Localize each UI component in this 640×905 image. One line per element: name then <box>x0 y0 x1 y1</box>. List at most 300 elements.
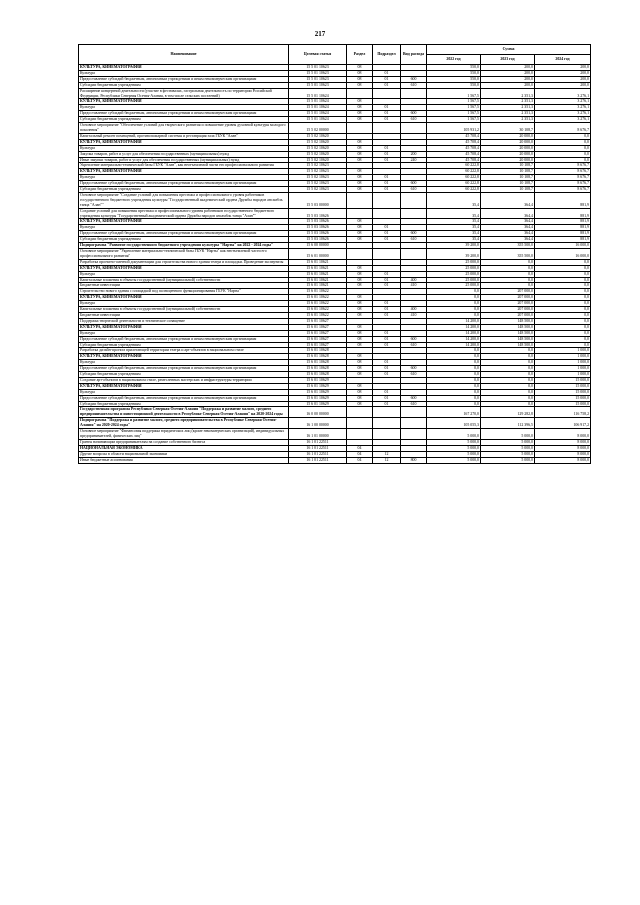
row-sum-2024: 0,0 <box>535 277 591 283</box>
row-target-article: 15 5 01 10623 <box>289 82 347 88</box>
row-sum-2022: 14 200,0 <box>427 336 481 342</box>
row-sum-2023: 148 500,0 <box>481 318 535 324</box>
row-sum-2024: 1 000,0 <box>535 348 591 354</box>
row-target-article: 15 5 02 10623 <box>289 181 347 187</box>
row-expense-type <box>401 418 427 429</box>
row-name: Разработка проектно-сметной документации для строительства нового здания театра и площадки. Проведение экспертизы <box>79 259 289 265</box>
row-sum-2022: 5 000,0 <box>427 429 481 440</box>
row-name: Культура <box>79 175 289 181</box>
row-subsection: 01 <box>373 157 401 163</box>
row-sum-2024: 0,0 <box>535 139 591 145</box>
row-target-article: 15 5 03 10626 <box>289 219 347 225</box>
row-target-article: 15 6 01 10628 <box>289 348 347 354</box>
row-sum-2023: 207 000,0 <box>481 312 535 318</box>
row-sum-2023: 10 108,7 <box>481 169 535 175</box>
table-row <box>79 249 591 260</box>
row-expense-type: 610 <box>401 372 427 378</box>
row-expense-type <box>401 249 427 260</box>
header-year-2024: 2024 год <box>535 55 591 65</box>
row-section: 08 <box>347 237 373 243</box>
row-sum-2023: 207 000,0 <box>481 295 535 301</box>
row-sum-2024: 881,9 <box>535 208 591 219</box>
row-target-article: 15 6 01 10629 <box>289 395 347 401</box>
row-name: Культура <box>79 271 289 277</box>
row-subsection: 01 <box>373 401 401 407</box>
row-name: Предоставление субсидий бюджетным, автономным учреждениям и иным некоммерческим организациям <box>79 366 289 372</box>
row-sum-2023: 364,4 <box>481 237 535 243</box>
row-sum-2024: 0,0 <box>535 157 591 163</box>
row-subsection <box>373 123 401 134</box>
row-sum-2024: 106 917,2 <box>535 418 591 429</box>
row-target-article: 15 5 02 10623 <box>289 169 347 175</box>
row-name: Другие вопросы в области национальной экономики <box>79 451 289 457</box>
row-name: Поддержка творческой деятельности и техническое оснащение <box>79 318 289 324</box>
row-name: Субсидии бюджетным учреждениям <box>79 187 289 193</box>
row-sum-2023: 20 000,0 <box>481 145 535 151</box>
row-section: 08 <box>347 219 373 225</box>
row-name: Укрепление материально-технической базы ГБУК "Алан", как неотъемлемой части его профессионального развития <box>79 163 289 169</box>
row-sum-2022: 39 200,0 <box>427 243 481 249</box>
row-target-article: 15 5 01 10624 <box>289 111 347 117</box>
table-row <box>79 429 591 440</box>
row-sum-2022: 60 222,8 <box>427 169 481 175</box>
row-subsection: 01 <box>373 277 401 283</box>
budget-table <box>78 44 591 464</box>
row-sum-2022: 45 708,4 <box>427 157 481 163</box>
row-sum-2024: 1 000,0 <box>535 354 591 360</box>
row-name: КУЛЬТУРА, КИНЕМАТОГРАФИЯ <box>79 65 289 71</box>
row-expense-type: 610 <box>401 82 427 88</box>
header-section: Раздел <box>347 45 373 65</box>
row-sum-2024: 3 276,1 <box>535 99 591 105</box>
row-sum-2023: 5 000,0 <box>481 457 535 463</box>
row-sum-2022: 45 708,4 <box>427 133 481 139</box>
row-subsection: 01 <box>373 283 401 289</box>
row-sum-2022: 1 567,5 <box>427 88 481 99</box>
row-target-article: 15 5 03 10626 <box>289 237 347 243</box>
row-name: Субсидии бюджетным учреждениям <box>79 237 289 243</box>
row-subsection: 01 <box>373 105 401 111</box>
row-sum-2022: 550,0 <box>427 65 481 71</box>
row-name: Создание условий для повышения престижа и профессионального уровня работников государственного бюджетного учреждения культуры "Государственный академический ордена Дружбы народов ансамбль танца "Алан"" <box>79 208 289 219</box>
row-section <box>347 123 373 134</box>
row-sum-2023: 10 108,7 <box>481 163 535 169</box>
row-section: 08 <box>347 301 373 307</box>
row-sum-2024: 1 000,0 <box>535 366 591 372</box>
row-sum-2024: 0,0 <box>535 324 591 330</box>
row-sum-2023: 2 351,3 <box>481 117 535 123</box>
row-target-article: 15 6 01 10621 <box>289 265 347 271</box>
row-sum-2024: 0,0 <box>535 295 591 301</box>
row-expense-type <box>401 192 427 208</box>
row-sum-2022: 35,4 <box>427 225 481 231</box>
row-target-article: 15 6 01 10628 <box>289 360 347 366</box>
row-sum-2023: 2 351,3 <box>481 88 535 99</box>
row-sum-2022: 550,0 <box>427 76 481 82</box>
row-section: 08 <box>347 225 373 231</box>
row-expense-type: 410 <box>401 312 427 318</box>
row-subsection: 01 <box>373 117 401 123</box>
row-sum-2022: 35,4 <box>427 219 481 225</box>
row-subsection: 01 <box>373 271 401 277</box>
row-target-article: 15 5 01 10623 <box>289 65 347 71</box>
row-sum-2022: 0,0 <box>427 295 481 301</box>
row-section: 08 <box>347 265 373 271</box>
row-target-article: 15 5 01 10624 <box>289 99 347 105</box>
row-sum-2022: 39 200,0 <box>427 249 481 260</box>
row-subsection: 01 <box>373 389 401 395</box>
row-sum-2024: 0,0 <box>535 336 591 342</box>
row-expense-type <box>401 429 427 440</box>
row-sum-2022: 14 200,0 <box>427 330 481 336</box>
row-sum-2022: 45 708,4 <box>427 151 481 157</box>
row-name: КУЛЬТУРА, КИНЕМАТОГРАФИЯ <box>79 139 289 145</box>
row-sum-2024: 0,0 <box>535 318 591 324</box>
row-sum-2024: 0,0 <box>535 312 591 318</box>
row-subsection <box>373 192 401 208</box>
row-section: 08 <box>347 312 373 318</box>
row-subsection: 01 <box>373 231 401 237</box>
row-sum-2023: 148 500,0 <box>481 324 535 330</box>
row-name: Капитальные вложения в объекты государственной (муниципальной) собственности <box>79 307 289 313</box>
table-row <box>79 192 591 208</box>
row-subsection: 01 <box>373 70 401 76</box>
row-target-article: 15 5 03 10626 <box>289 208 347 219</box>
row-name: Бюджетные инвестиции <box>79 312 289 318</box>
row-sum-2022: 167 270,0 <box>427 407 481 418</box>
row-sum-2024: 8 000,0 <box>535 457 591 463</box>
row-sum-2023: 364,4 <box>481 192 535 208</box>
row-sum-2023: 364,4 <box>481 231 535 237</box>
row-section: 08 <box>347 336 373 342</box>
row-name: Подпрограмма "Поддержка и развитие малого, среднего предпринимательства в Республике Северная Осетия-Алания" на 2020-2024 годы" <box>79 418 289 429</box>
row-sum-2023: 0,0 <box>481 360 535 366</box>
row-sum-2022: 550,0 <box>427 82 481 88</box>
row-sum-2023: 364,4 <box>481 219 535 225</box>
row-sum-2022: 35,4 <box>427 192 481 208</box>
row-section: 08 <box>347 145 373 151</box>
row-subsection: 01 <box>373 372 401 378</box>
row-sum-2024: 16 000,0 <box>535 243 591 249</box>
table-row <box>79 88 591 99</box>
row-section <box>347 418 373 429</box>
row-sum-2022: 1 567,5 <box>427 105 481 111</box>
row-name: КУЛЬТУРА, КИНЕМАТОГРАФИЯ <box>79 354 289 360</box>
row-subsection: 01 <box>373 395 401 401</box>
row-subsection: 01 <box>373 342 401 348</box>
row-sum-2024: 15 000,0 <box>535 401 591 407</box>
row-target-article: 15 5 02 10623 <box>289 187 347 193</box>
header-year-2022: 2022 год <box>427 55 481 65</box>
row-sum-2024: 0,0 <box>535 271 591 277</box>
row-subsection: 01 <box>373 76 401 82</box>
row-expense-type: 610 <box>401 187 427 193</box>
row-sum-2024: 8 000,0 <box>535 451 591 457</box>
row-expense-type: 600 <box>401 231 427 237</box>
row-target-article: 15 5 02 10620 <box>289 139 347 145</box>
row-expense-type: 410 <box>401 283 427 289</box>
row-subsection <box>373 407 401 418</box>
row-target-article: 15 6 00 00000 <box>289 243 347 249</box>
row-section: 08 <box>347 271 373 277</box>
row-sum-2023: 207 000,0 <box>481 289 535 295</box>
row-subsection: 12 <box>373 451 401 457</box>
row-target-article: 15 6 01 00000 <box>289 249 347 260</box>
row-sum-2024: 8 676,7 <box>535 181 591 187</box>
row-sum-2023: 20 000,0 <box>481 157 535 163</box>
row-target-article: 15 6 01 10627 <box>289 336 347 342</box>
row-sum-2024: 116 758,2 <box>535 407 591 418</box>
row-name: Расширение концертной деятельности (участие в фестивалях, гастрольная деятельность по территории Российской Федерации, Республики Северная Осетия-Алания, в том числе сельских поселений) <box>79 88 289 99</box>
row-sum-2022: 5 000,0 <box>427 439 481 445</box>
row-sum-2023: 0,0 <box>481 348 535 354</box>
row-target-article: 15 5 02 10620 <box>289 133 347 139</box>
row-sum-2023: 0,0 <box>481 259 535 265</box>
row-sum-2023: 5 000,0 <box>481 451 535 457</box>
row-subsection <box>373 418 401 429</box>
row-sum-2024: 0,0 <box>535 151 591 157</box>
row-target-article: 15 5 01 10623 <box>289 76 347 82</box>
row-sum-2022: 14 200,0 <box>427 318 481 324</box>
row-section: 08 <box>347 372 373 378</box>
row-expense-type: 600 <box>401 111 427 117</box>
row-sum-2024: 8 000,0 <box>535 445 591 451</box>
row-section: 08 <box>347 169 373 175</box>
row-name: Закупка товаров, работ и услуг для обеспечения государственных (муниципальных) нужд <box>79 151 289 157</box>
table-row <box>79 407 591 418</box>
row-subsection: 01 <box>373 307 401 313</box>
row-name: Капитальные вложения в объекты государственной (муниципальной) собственности <box>79 277 289 283</box>
row-expense-type: 600 <box>401 336 427 342</box>
row-sum-2024: 0,0 <box>535 145 591 151</box>
row-name: Предоставление субсидий бюджетным, автономным учреждениям и иным некоммерческим организациям <box>79 76 289 82</box>
row-section: 04 <box>347 445 373 451</box>
row-sum-2022: 0,0 <box>427 307 481 313</box>
row-target-article: 15 6 01 10628 <box>289 372 347 378</box>
row-name: Предоставление субсидий бюджетным, автономным учреждениям и иным некоммерческим организациям <box>79 395 289 401</box>
row-subsection: 12 <box>373 457 401 463</box>
row-sum-2022: 1 567,5 <box>427 117 481 123</box>
row-sum-2022: 0,0 <box>427 312 481 318</box>
row-sum-2024: 15 000,0 <box>535 395 591 401</box>
row-section <box>347 192 373 208</box>
row-sum-2023: 20 000,0 <box>481 139 535 145</box>
row-target-article: 16 1 01 22511 <box>289 457 347 463</box>
row-sum-2023: 2 351,3 <box>481 105 535 111</box>
row-subsection: 01 <box>373 82 401 88</box>
row-subsection <box>373 88 401 99</box>
row-target-article: 16 1 01 22511 <box>289 451 347 457</box>
row-sum-2022: 0,0 <box>427 360 481 366</box>
row-section: 08 <box>347 342 373 348</box>
row-name: Культура <box>79 145 289 151</box>
row-name: Бюджетные инвестиции <box>79 283 289 289</box>
row-sum-2023: 355 500,0 <box>481 243 535 249</box>
row-target-article: 15 6 01 10628 <box>289 354 347 360</box>
row-sum-2023: 0,0 <box>481 354 535 360</box>
row-sum-2024: 0,0 <box>535 283 591 289</box>
row-sum-2024: 8 676,7 <box>535 169 591 175</box>
row-sum-2024: 1 000,0 <box>535 360 591 366</box>
row-expense-type: 610 <box>401 401 427 407</box>
row-subsection <box>373 249 401 260</box>
row-sum-2022: 25 000,0 <box>427 265 481 271</box>
row-sum-2023: 200,0 <box>481 70 535 76</box>
row-name: Культура <box>79 360 289 366</box>
row-target-article: 15 6 01 10628 <box>289 366 347 372</box>
row-sum-2023: 10 108,7 <box>481 187 535 193</box>
row-sum-2022: 25 000,0 <box>427 283 481 289</box>
row-target-article: 15 6 01 10621 <box>289 283 347 289</box>
header-expense-type: Вид расхода <box>401 45 427 65</box>
row-sum-2024: 200,0 <box>535 82 591 88</box>
row-sum-2024: 3 276,1 <box>535 105 591 111</box>
row-sum-2024: 8 676,7 <box>535 187 591 193</box>
row-sum-2022: 5 000,0 <box>427 457 481 463</box>
row-sum-2023: 148 500,0 <box>481 336 535 342</box>
row-sum-2022: 35,4 <box>427 237 481 243</box>
table-row <box>79 418 591 429</box>
row-sum-2022: 0,0 <box>427 348 481 354</box>
row-subsection: 01 <box>373 175 401 181</box>
row-sum-2023: 207 000,0 <box>481 301 535 307</box>
row-sum-2024: 8 000,0 <box>535 439 591 445</box>
row-section: 08 <box>347 360 373 366</box>
row-section <box>347 407 373 418</box>
row-section: 08 <box>347 366 373 372</box>
table-row <box>79 208 591 219</box>
row-sum-2023: 0,0 <box>481 265 535 271</box>
row-target-article: 15 6 01 10621 <box>289 277 347 283</box>
row-subsection: 01 <box>373 336 401 342</box>
row-sum-2023: 5 000,0 <box>481 439 535 445</box>
row-subsection: 01 <box>373 225 401 231</box>
row-sum-2024: 8 676,7 <box>535 163 591 169</box>
row-section: 08 <box>347 151 373 157</box>
row-expense-type: 600 <box>401 395 427 401</box>
row-sum-2024: 881,9 <box>535 237 591 243</box>
row-sum-2023: 2 351,3 <box>481 111 535 117</box>
header-year-2023: 2023 год <box>481 55 535 65</box>
row-sum-2023: 10 108,7 <box>481 175 535 181</box>
row-expense-type: 240 <box>401 157 427 163</box>
row-target-article: 15 5 02 00000 <box>289 123 347 134</box>
row-sum-2023: 20 000,0 <box>481 133 535 139</box>
table-row <box>79 457 591 463</box>
row-name: Капитальный ремонт помещений, противопожарной системы и реставрация зала ГБУК "Алан" <box>79 133 289 139</box>
row-sum-2024: 3 276,1 <box>535 117 591 123</box>
row-sum-2023: 0,0 <box>481 372 535 378</box>
row-sum-2023: 0,0 <box>481 383 535 389</box>
row-expense-type: 600 <box>401 76 427 82</box>
row-sum-2023: 129 282,8 <box>481 407 535 418</box>
row-sum-2023: 30 108,7 <box>481 123 535 134</box>
row-section: 08 <box>347 65 373 71</box>
row-sum-2022: 25 000,0 <box>427 271 481 277</box>
row-sum-2022: 60 222,8 <box>427 163 481 169</box>
row-name: КУЛЬТУРА, КИНЕМАТОГРАФИЯ <box>79 324 289 330</box>
row-name: Предоставление субсидий бюджетным, автономным учреждениям и иным некоммерческим организациям <box>79 231 289 237</box>
row-target-article: 15 5 02 10620 <box>289 151 347 157</box>
row-target-article: 15 6 01 10621 <box>289 271 347 277</box>
row-name: Основное мероприятие "Создание условий для повышения престижа и профессионального уровня работников государственного бюджетного учреждения культуры "Государственный академический ордена Дружбы народов ансамбль танца "Алан"" <box>79 192 289 208</box>
row-name: Культура <box>79 105 289 111</box>
row-target-article: 16 0 00 00000 <box>289 407 347 418</box>
row-name: Подпрограмма "Развитие государственного бюджетного учреждения культуры "Нарты" на 2022 - 2024 годы" <box>79 243 289 249</box>
row-name: Иные бюджетные ассигнования <box>79 457 289 463</box>
row-sum-2024: 0,0 <box>535 265 591 271</box>
row-section: 08 <box>347 383 373 389</box>
row-target-article: 15 6 01 10627 <box>289 324 347 330</box>
row-expense-type <box>401 123 427 134</box>
row-target-article: 16 1 01 22511 <box>289 445 347 451</box>
row-sum-2024: 200,0 <box>535 76 591 82</box>
row-section: 08 <box>347 76 373 82</box>
row-name: Культура <box>79 330 289 336</box>
row-subsection: 01 <box>373 366 401 372</box>
row-sum-2023: 200,0 <box>481 82 535 88</box>
row-name: КУЛЬТУРА, КИНЕМАТОГРАФИЯ <box>79 383 289 389</box>
row-target-article: 15 5 02 10620 <box>289 145 347 151</box>
row-sum-2023: 0,0 <box>481 277 535 283</box>
row-sum-2024: 200,0 <box>535 65 591 71</box>
row-sum-2023: 364,4 <box>481 208 535 219</box>
row-sum-2022: 105 055,3 <box>427 418 481 429</box>
row-name: Субсидии бюджетным учреждениям <box>79 401 289 407</box>
row-sum-2023: 0,0 <box>481 395 535 401</box>
row-sum-2022: 0,0 <box>427 401 481 407</box>
row-section <box>347 88 373 99</box>
row-name: КУЛЬТУРА, КИНЕМАТОГРАФИЯ <box>79 169 289 175</box>
row-sum-2022: 25 000,0 <box>427 277 481 283</box>
row-section: 08 <box>347 295 373 301</box>
row-sum-2022: 14 200,0 <box>427 324 481 330</box>
row-section: 04 <box>347 457 373 463</box>
row-sum-2022: 550,0 <box>427 70 481 76</box>
row-section: 08 <box>347 111 373 117</box>
row-section <box>347 249 373 260</box>
row-sum-2022: 0,0 <box>427 301 481 307</box>
row-name: КУЛЬТУРА, КИНЕМАТОГРАФИЯ <box>79 265 289 271</box>
row-sum-2023: 0,0 <box>481 377 535 383</box>
row-section: 08 <box>347 181 373 187</box>
row-name: КУЛЬТУРА, КИНЕМАТОГРАФИЯ <box>79 219 289 225</box>
row-sum-2024: 881,9 <box>535 219 591 225</box>
row-section: 08 <box>347 354 373 360</box>
row-sum-2022: 0,0 <box>427 377 481 383</box>
row-sum-2024: 0,0 <box>535 330 591 336</box>
row-subsection: 01 <box>373 301 401 307</box>
row-sum-2023: 148 500,0 <box>481 342 535 348</box>
row-sum-2022: 0,0 <box>427 383 481 389</box>
row-sum-2024: 1 000,0 <box>535 372 591 378</box>
row-target-article: 15 6 01 10622 <box>289 307 347 313</box>
row-name: Культура <box>79 389 289 395</box>
row-section: 08 <box>347 105 373 111</box>
row-section: 08 <box>347 395 373 401</box>
row-section: 08 <box>347 277 373 283</box>
row-sum-2022: 45 708,4 <box>427 139 481 145</box>
row-sum-2024: 0,0 <box>535 289 591 295</box>
row-section: 08 <box>347 82 373 88</box>
row-target-article: 15 5 02 10623 <box>289 163 347 169</box>
row-target-article: 15 5 03 10626 <box>289 225 347 231</box>
row-sum-2022: 0,0 <box>427 289 481 295</box>
row-target-article: 15 6 01 10629 <box>289 377 347 383</box>
row-section: 08 <box>347 175 373 181</box>
row-section: 08 <box>347 99 373 105</box>
row-name: Предоставление субсидий бюджетным, автономным учреждениям и иным некоммерческим организациям <box>79 181 289 187</box>
